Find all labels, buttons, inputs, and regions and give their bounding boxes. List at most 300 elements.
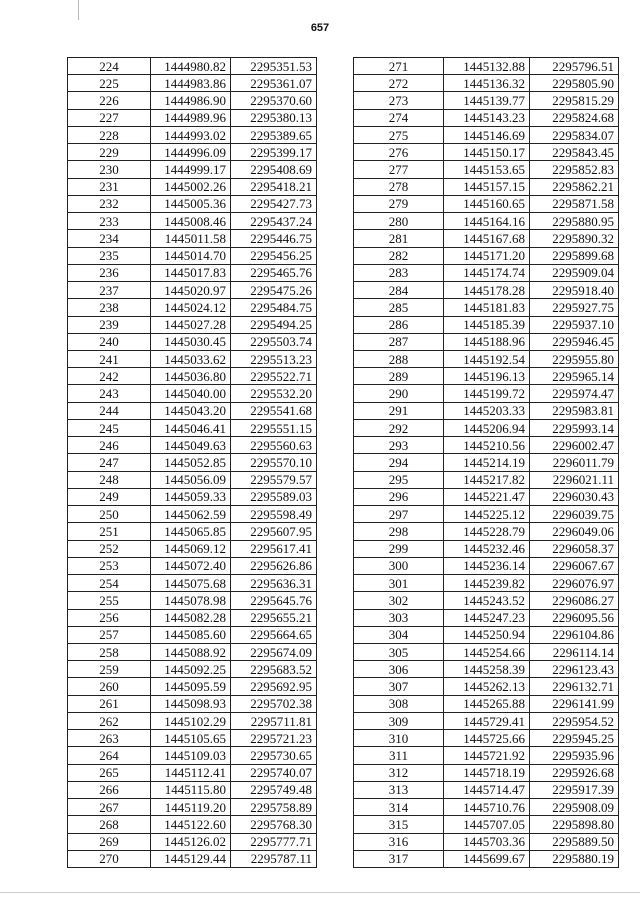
table-row	[354, 730, 619, 747]
point-number-cell: 292	[354, 419, 444, 436]
point-number-cell: 233	[68, 213, 151, 230]
y-coordinate-cell: 2296021.11	[530, 471, 619, 488]
point-number-cell: 290	[354, 385, 444, 402]
x-coordinate-cell: 1445126.02	[151, 833, 231, 850]
table-row	[354, 385, 619, 402]
x-coordinate-cell: 1445243.52	[444, 592, 530, 609]
x-coordinate-cell: 1445729.41	[444, 712, 530, 729]
point-number-cell: 235	[68, 247, 151, 264]
y-coordinate-cell: 2296011.79	[530, 454, 619, 471]
x-coordinate-cell: 1445265.88	[444, 695, 530, 712]
x-coordinate-cell: 1445139.77	[444, 92, 530, 109]
x-coordinate-cell: 1445052.85	[151, 454, 231, 471]
y-coordinate-cell: 2295899.68	[530, 247, 619, 264]
point-number-cell: 285	[354, 299, 444, 316]
y-coordinate-cell: 2295560.63	[231, 437, 317, 454]
table-row	[68, 454, 317, 471]
x-coordinate-cell: 1445236.14	[444, 557, 530, 574]
y-coordinate-cell: 2295965.14	[530, 368, 619, 385]
x-coordinate-cell: 1445046.41	[151, 419, 231, 436]
x-coordinate-cell: 1445203.33	[444, 402, 530, 419]
x-coordinate-cell: 1445027.28	[151, 316, 231, 333]
y-coordinate-cell: 2295935.96	[530, 747, 619, 764]
table-row	[354, 402, 619, 419]
table-row	[68, 816, 317, 833]
point-number-cell: 280	[354, 213, 444, 230]
y-coordinate-cell: 2295946.45	[530, 333, 619, 350]
x-coordinate-cell: 1445210.56	[444, 437, 530, 454]
table-row	[68, 213, 317, 230]
table-row	[68, 695, 317, 712]
table-row	[354, 75, 619, 92]
y-coordinate-cell: 2295702.38	[231, 695, 317, 712]
point-number-cell: 283	[354, 264, 444, 281]
y-coordinate-cell: 2295918.40	[530, 282, 619, 299]
table-row	[354, 609, 619, 626]
y-coordinate-cell: 2296104.86	[530, 626, 619, 643]
point-number-cell: 317	[354, 850, 444, 867]
x-coordinate-cell: 1445214.19	[444, 454, 530, 471]
x-coordinate-cell: 1444980.82	[151, 58, 231, 75]
y-coordinate-cell: 2295617.41	[231, 540, 317, 557]
y-coordinate-cell: 2296076.97	[530, 575, 619, 592]
y-coordinate-cell: 2296114.14	[530, 643, 619, 660]
x-coordinate-cell: 1445699.67	[444, 850, 530, 867]
x-coordinate-cell: 1445043.20	[151, 402, 231, 419]
point-number-cell: 264	[68, 747, 151, 764]
y-coordinate-cell: 2296141.99	[530, 695, 619, 712]
y-coordinate-cell: 2295993.14	[530, 419, 619, 436]
y-coordinate-cell: 2295437.24	[231, 213, 317, 230]
y-coordinate-cell: 2295579.57	[231, 471, 317, 488]
x-coordinate-cell: 1445250.94	[444, 626, 530, 643]
x-coordinate-cell: 1444999.17	[151, 161, 231, 178]
point-number-cell: 228	[68, 126, 151, 143]
y-coordinate-cell: 2295768.30	[231, 816, 317, 833]
table-row	[68, 299, 317, 316]
table-row	[354, 471, 619, 488]
x-coordinate-cell: 1445150.17	[444, 144, 530, 161]
point-number-cell: 299	[354, 540, 444, 557]
x-coordinate-cell: 1445095.59	[151, 678, 231, 695]
x-coordinate-cell: 1445049.63	[151, 437, 231, 454]
y-coordinate-cell: 2296030.43	[530, 488, 619, 505]
point-number-cell: 247	[68, 454, 151, 471]
table-row	[68, 247, 317, 264]
table-row	[354, 540, 619, 557]
x-coordinate-cell: 1445239.82	[444, 575, 530, 592]
table-row	[354, 247, 619, 264]
y-coordinate-cell: 2295475.26	[231, 282, 317, 299]
x-coordinate-cell: 1445105.65	[151, 730, 231, 747]
point-number-cell: 294	[354, 454, 444, 471]
x-coordinate-cell: 1445136.32	[444, 75, 530, 92]
table-row	[68, 643, 317, 660]
x-coordinate-cell: 1445132.88	[444, 58, 530, 75]
y-coordinate-cell: 2295974.47	[530, 385, 619, 402]
y-coordinate-cell: 2296067.67	[530, 557, 619, 574]
y-coordinate-cell: 2295834.07	[530, 126, 619, 143]
x-coordinate-cell: 1445002.26	[151, 178, 231, 195]
point-number-cell: 284	[354, 282, 444, 299]
point-number-cell: 246	[68, 437, 151, 454]
x-coordinate-cell: 1445725.66	[444, 730, 530, 747]
point-number-cell: 240	[68, 333, 151, 350]
y-coordinate-cell: 2295399.17	[231, 144, 317, 161]
x-coordinate-cell: 1445714.47	[444, 781, 530, 798]
x-coordinate-cell: 1444983.86	[151, 75, 231, 92]
point-number-cell: 229	[68, 144, 151, 161]
x-coordinate-cell: 1445078.98	[151, 592, 231, 609]
point-number-cell: 224	[68, 58, 151, 75]
point-number-cell: 230	[68, 161, 151, 178]
table-row	[68, 333, 317, 350]
point-number-cell: 295	[354, 471, 444, 488]
table-row	[68, 506, 317, 523]
y-coordinate-cell: 2295636.31	[231, 575, 317, 592]
table-row	[68, 540, 317, 557]
table-row	[68, 75, 317, 92]
table-row	[68, 712, 317, 729]
x-coordinate-cell: 1445164.16	[444, 213, 530, 230]
x-coordinate-cell: 1445258.39	[444, 661, 530, 678]
y-coordinate-cell: 2295796.51	[530, 58, 619, 75]
y-coordinate-cell: 2295494.25	[231, 316, 317, 333]
point-number-cell: 254	[68, 575, 151, 592]
x-coordinate-cell: 1445011.58	[151, 230, 231, 247]
x-coordinate-cell: 1445085.60	[151, 626, 231, 643]
table-row	[68, 747, 317, 764]
x-coordinate-cell: 1444986.90	[151, 92, 231, 109]
x-coordinate-cell: 1445185.39	[444, 316, 530, 333]
table-row	[354, 747, 619, 764]
x-coordinate-cell: 1445008.46	[151, 213, 231, 230]
y-coordinate-cell: 2295908.09	[530, 799, 619, 816]
point-number-cell: 306	[354, 661, 444, 678]
table-row	[354, 764, 619, 781]
y-coordinate-cell: 2295898.80	[530, 816, 619, 833]
table-row	[68, 230, 317, 247]
x-coordinate-cell: 1445167.68	[444, 230, 530, 247]
y-coordinate-cell: 2295777.71	[231, 833, 317, 850]
point-number-cell: 313	[354, 781, 444, 798]
y-coordinate-cell: 2295361.07	[231, 75, 317, 92]
table-row	[68, 144, 317, 161]
page-number: 657	[310, 22, 330, 34]
x-coordinate-cell: 1445036.80	[151, 368, 231, 385]
table-row	[354, 195, 619, 212]
x-coordinate-cell: 1445059.33	[151, 488, 231, 505]
table-row	[68, 437, 317, 454]
y-coordinate-cell: 2295456.25	[231, 247, 317, 264]
y-coordinate-cell: 2296086.27	[530, 592, 619, 609]
y-coordinate-cell: 2295664.65	[231, 626, 317, 643]
point-number-cell: 268	[68, 816, 151, 833]
table-row	[68, 282, 317, 299]
y-coordinate-cell: 2295674.09	[231, 643, 317, 660]
y-coordinate-cell: 2295598.49	[231, 506, 317, 523]
y-coordinate-cell: 2295843.45	[530, 144, 619, 161]
point-number-cell: 225	[68, 75, 151, 92]
y-coordinate-cell: 2295541.68	[231, 402, 317, 419]
y-coordinate-cell: 2295805.90	[530, 75, 619, 92]
point-number-cell: 281	[354, 230, 444, 247]
table-row	[68, 799, 317, 816]
table-row	[68, 316, 317, 333]
point-number-cell: 297	[354, 506, 444, 523]
x-coordinate-cell: 1445174.74	[444, 264, 530, 281]
point-number-cell: 301	[354, 575, 444, 592]
point-number-cell: 238	[68, 299, 151, 316]
y-coordinate-cell: 2295926.68	[530, 764, 619, 781]
y-coordinate-cell: 2295880.19	[530, 850, 619, 867]
table-row	[354, 282, 619, 299]
table-row	[354, 575, 619, 592]
y-coordinate-cell: 2295909.04	[530, 264, 619, 281]
x-coordinate-cell: 1445157.15	[444, 178, 530, 195]
scan-bottom-edge	[0, 892, 640, 893]
coordinate-table-left	[67, 57, 317, 868]
point-number-cell: 243	[68, 385, 151, 402]
y-coordinate-cell: 2295503.74	[231, 333, 317, 350]
y-coordinate-cell: 2295862.21	[530, 178, 619, 195]
x-coordinate-cell: 1445020.97	[151, 282, 231, 299]
point-number-cell: 269	[68, 833, 151, 850]
point-number-cell: 253	[68, 557, 151, 574]
point-number-cell: 314	[354, 799, 444, 816]
point-number-cell: 305	[354, 643, 444, 660]
table-row	[68, 523, 317, 540]
y-coordinate-cell: 2296039.75	[530, 506, 619, 523]
table-row	[354, 506, 619, 523]
y-coordinate-cell: 2295721.23	[231, 730, 317, 747]
y-coordinate-cell: 2295871.58	[530, 195, 619, 212]
x-coordinate-cell: 1445119.20	[151, 799, 231, 816]
x-coordinate-cell: 1445710.76	[444, 799, 530, 816]
table-row	[68, 661, 317, 678]
point-number-cell: 275	[354, 126, 444, 143]
y-coordinate-cell: 2295711.81	[231, 712, 317, 729]
table-row	[354, 368, 619, 385]
table-row	[68, 368, 317, 385]
y-coordinate-cell: 2295758.89	[231, 799, 317, 816]
table-row	[354, 350, 619, 367]
table-row	[68, 833, 317, 850]
y-coordinate-cell: 2295945.25	[530, 730, 619, 747]
y-coordinate-cell: 2295824.68	[530, 109, 619, 126]
point-number-cell: 272	[354, 75, 444, 92]
y-coordinate-cell: 2296058.37	[530, 540, 619, 557]
y-coordinate-cell: 2295522.71	[231, 368, 317, 385]
table-row	[354, 316, 619, 333]
table-row	[354, 161, 619, 178]
x-coordinate-cell: 1445247.23	[444, 609, 530, 626]
x-coordinate-cell: 1445217.82	[444, 471, 530, 488]
y-coordinate-cell: 2295787.11	[231, 850, 317, 867]
point-number-cell: 266	[68, 781, 151, 798]
x-coordinate-cell: 1445065.85	[151, 523, 231, 540]
point-number-cell: 271	[354, 58, 444, 75]
point-number-cell: 242	[68, 368, 151, 385]
y-coordinate-cell: 2295954.52	[530, 712, 619, 729]
point-number-cell: 263	[68, 730, 151, 747]
x-coordinate-cell: 1445092.25	[151, 661, 231, 678]
x-coordinate-cell: 1445225.12	[444, 506, 530, 523]
point-number-cell: 279	[354, 195, 444, 212]
x-coordinate-cell: 1445129.44	[151, 850, 231, 867]
table-row	[354, 264, 619, 281]
table-row	[68, 850, 317, 867]
x-coordinate-cell: 1445040.00	[151, 385, 231, 402]
x-coordinate-cell: 1445707.05	[444, 816, 530, 833]
y-coordinate-cell: 2295749.48	[231, 781, 317, 798]
point-number-cell: 261	[68, 695, 151, 712]
scan-edge-mark	[78, 0, 79, 20]
point-number-cell: 277	[354, 161, 444, 178]
point-number-cell: 273	[354, 92, 444, 109]
table-row	[68, 488, 317, 505]
y-coordinate-cell: 2295927.75	[530, 299, 619, 316]
point-number-cell: 248	[68, 471, 151, 488]
table-row	[68, 781, 317, 798]
point-number-cell: 278	[354, 178, 444, 195]
point-number-cell: 289	[354, 368, 444, 385]
x-coordinate-cell: 1445703.36	[444, 833, 530, 850]
point-number-cell: 300	[354, 557, 444, 574]
coordinate-table-right	[353, 57, 619, 868]
table-row	[68, 126, 317, 143]
x-coordinate-cell: 1445196.13	[444, 368, 530, 385]
table-row	[354, 178, 619, 195]
y-coordinate-cell: 2295380.13	[231, 109, 317, 126]
point-number-cell: 239	[68, 316, 151, 333]
x-coordinate-cell: 1445017.83	[151, 264, 231, 281]
point-number-cell: 262	[68, 712, 151, 729]
x-coordinate-cell: 1445072.40	[151, 557, 231, 574]
x-coordinate-cell: 1444996.09	[151, 144, 231, 161]
table-row	[68, 678, 317, 695]
x-coordinate-cell: 1445014.70	[151, 247, 231, 264]
y-coordinate-cell: 2296132.71	[530, 678, 619, 695]
point-number-cell: 265	[68, 764, 151, 781]
x-coordinate-cell: 1445254.66	[444, 643, 530, 660]
table-row	[354, 695, 619, 712]
y-coordinate-cell: 2295589.03	[231, 488, 317, 505]
table-row	[354, 626, 619, 643]
y-coordinate-cell: 2296002.47	[530, 437, 619, 454]
table-row	[354, 299, 619, 316]
point-number-cell: 293	[354, 437, 444, 454]
y-coordinate-cell: 2295446.75	[231, 230, 317, 247]
point-number-cell: 303	[354, 609, 444, 626]
y-coordinate-cell: 2295389.65	[231, 126, 317, 143]
point-number-cell: 257	[68, 626, 151, 643]
x-coordinate-cell: 1445122.60	[151, 816, 231, 833]
y-coordinate-cell: 2295937.10	[530, 316, 619, 333]
x-coordinate-cell: 1445102.29	[151, 712, 231, 729]
point-number-cell: 226	[68, 92, 151, 109]
point-number-cell: 312	[354, 764, 444, 781]
point-number-cell: 244	[68, 402, 151, 419]
y-coordinate-cell: 2296049.06	[530, 523, 619, 540]
x-coordinate-cell: 1445146.69	[444, 126, 530, 143]
table-row	[68, 609, 317, 626]
table-row	[354, 850, 619, 867]
point-number-cell: 308	[354, 695, 444, 712]
table-row	[354, 419, 619, 436]
y-coordinate-cell: 2295683.52	[231, 661, 317, 678]
table-row	[68, 264, 317, 281]
point-number-cell: 298	[354, 523, 444, 540]
point-number-cell: 270	[68, 850, 151, 867]
table-row	[68, 92, 317, 109]
x-coordinate-cell: 1445721.92	[444, 747, 530, 764]
y-coordinate-cell: 2295418.21	[231, 178, 317, 195]
point-number-cell: 315	[354, 816, 444, 833]
x-coordinate-cell: 1445228.79	[444, 523, 530, 540]
x-coordinate-cell: 1445192.54	[444, 350, 530, 367]
table-row	[354, 454, 619, 471]
table-row	[68, 419, 317, 436]
table-row	[68, 178, 317, 195]
x-coordinate-cell: 1445005.36	[151, 195, 231, 212]
point-number-cell: 249	[68, 488, 151, 505]
point-number-cell: 252	[68, 540, 151, 557]
table-row	[354, 230, 619, 247]
y-coordinate-cell: 2295655.21	[231, 609, 317, 626]
table-row	[354, 58, 619, 75]
y-coordinate-cell: 2295626.86	[231, 557, 317, 574]
y-coordinate-cell: 2295427.73	[231, 195, 317, 212]
point-number-cell: 309	[354, 712, 444, 729]
y-coordinate-cell: 2295465.76	[231, 264, 317, 281]
point-number-cell: 276	[354, 144, 444, 161]
x-coordinate-cell: 1445082.28	[151, 609, 231, 626]
table-row	[68, 592, 317, 609]
x-coordinate-cell: 1445069.12	[151, 540, 231, 557]
point-number-cell: 241	[68, 350, 151, 367]
y-coordinate-cell: 2295351.53	[231, 58, 317, 75]
x-coordinate-cell: 1445188.96	[444, 333, 530, 350]
x-coordinate-cell: 1444989.96	[151, 109, 231, 126]
table-row	[68, 161, 317, 178]
table-row	[68, 764, 317, 781]
table-row	[354, 523, 619, 540]
table-row	[68, 471, 317, 488]
point-number-cell: 316	[354, 833, 444, 850]
table-row	[354, 712, 619, 729]
table-row	[354, 333, 619, 350]
x-coordinate-cell: 1445262.13	[444, 678, 530, 695]
x-coordinate-cell: 1445024.12	[151, 299, 231, 316]
y-coordinate-cell: 2295692.95	[231, 678, 317, 695]
x-coordinate-cell: 1445171.20	[444, 247, 530, 264]
point-number-cell: 236	[68, 264, 151, 281]
point-number-cell: 232	[68, 195, 151, 212]
y-coordinate-cell: 2296123.43	[530, 661, 619, 678]
point-number-cell: 291	[354, 402, 444, 419]
x-coordinate-cell: 1445056.09	[151, 471, 231, 488]
point-number-cell: 255	[68, 592, 151, 609]
point-number-cell: 287	[354, 333, 444, 350]
x-coordinate-cell: 1445088.92	[151, 643, 231, 660]
point-number-cell: 227	[68, 109, 151, 126]
table-row	[354, 799, 619, 816]
table-row	[354, 126, 619, 143]
point-number-cell: 250	[68, 506, 151, 523]
table-row	[68, 575, 317, 592]
point-number-cell: 234	[68, 230, 151, 247]
